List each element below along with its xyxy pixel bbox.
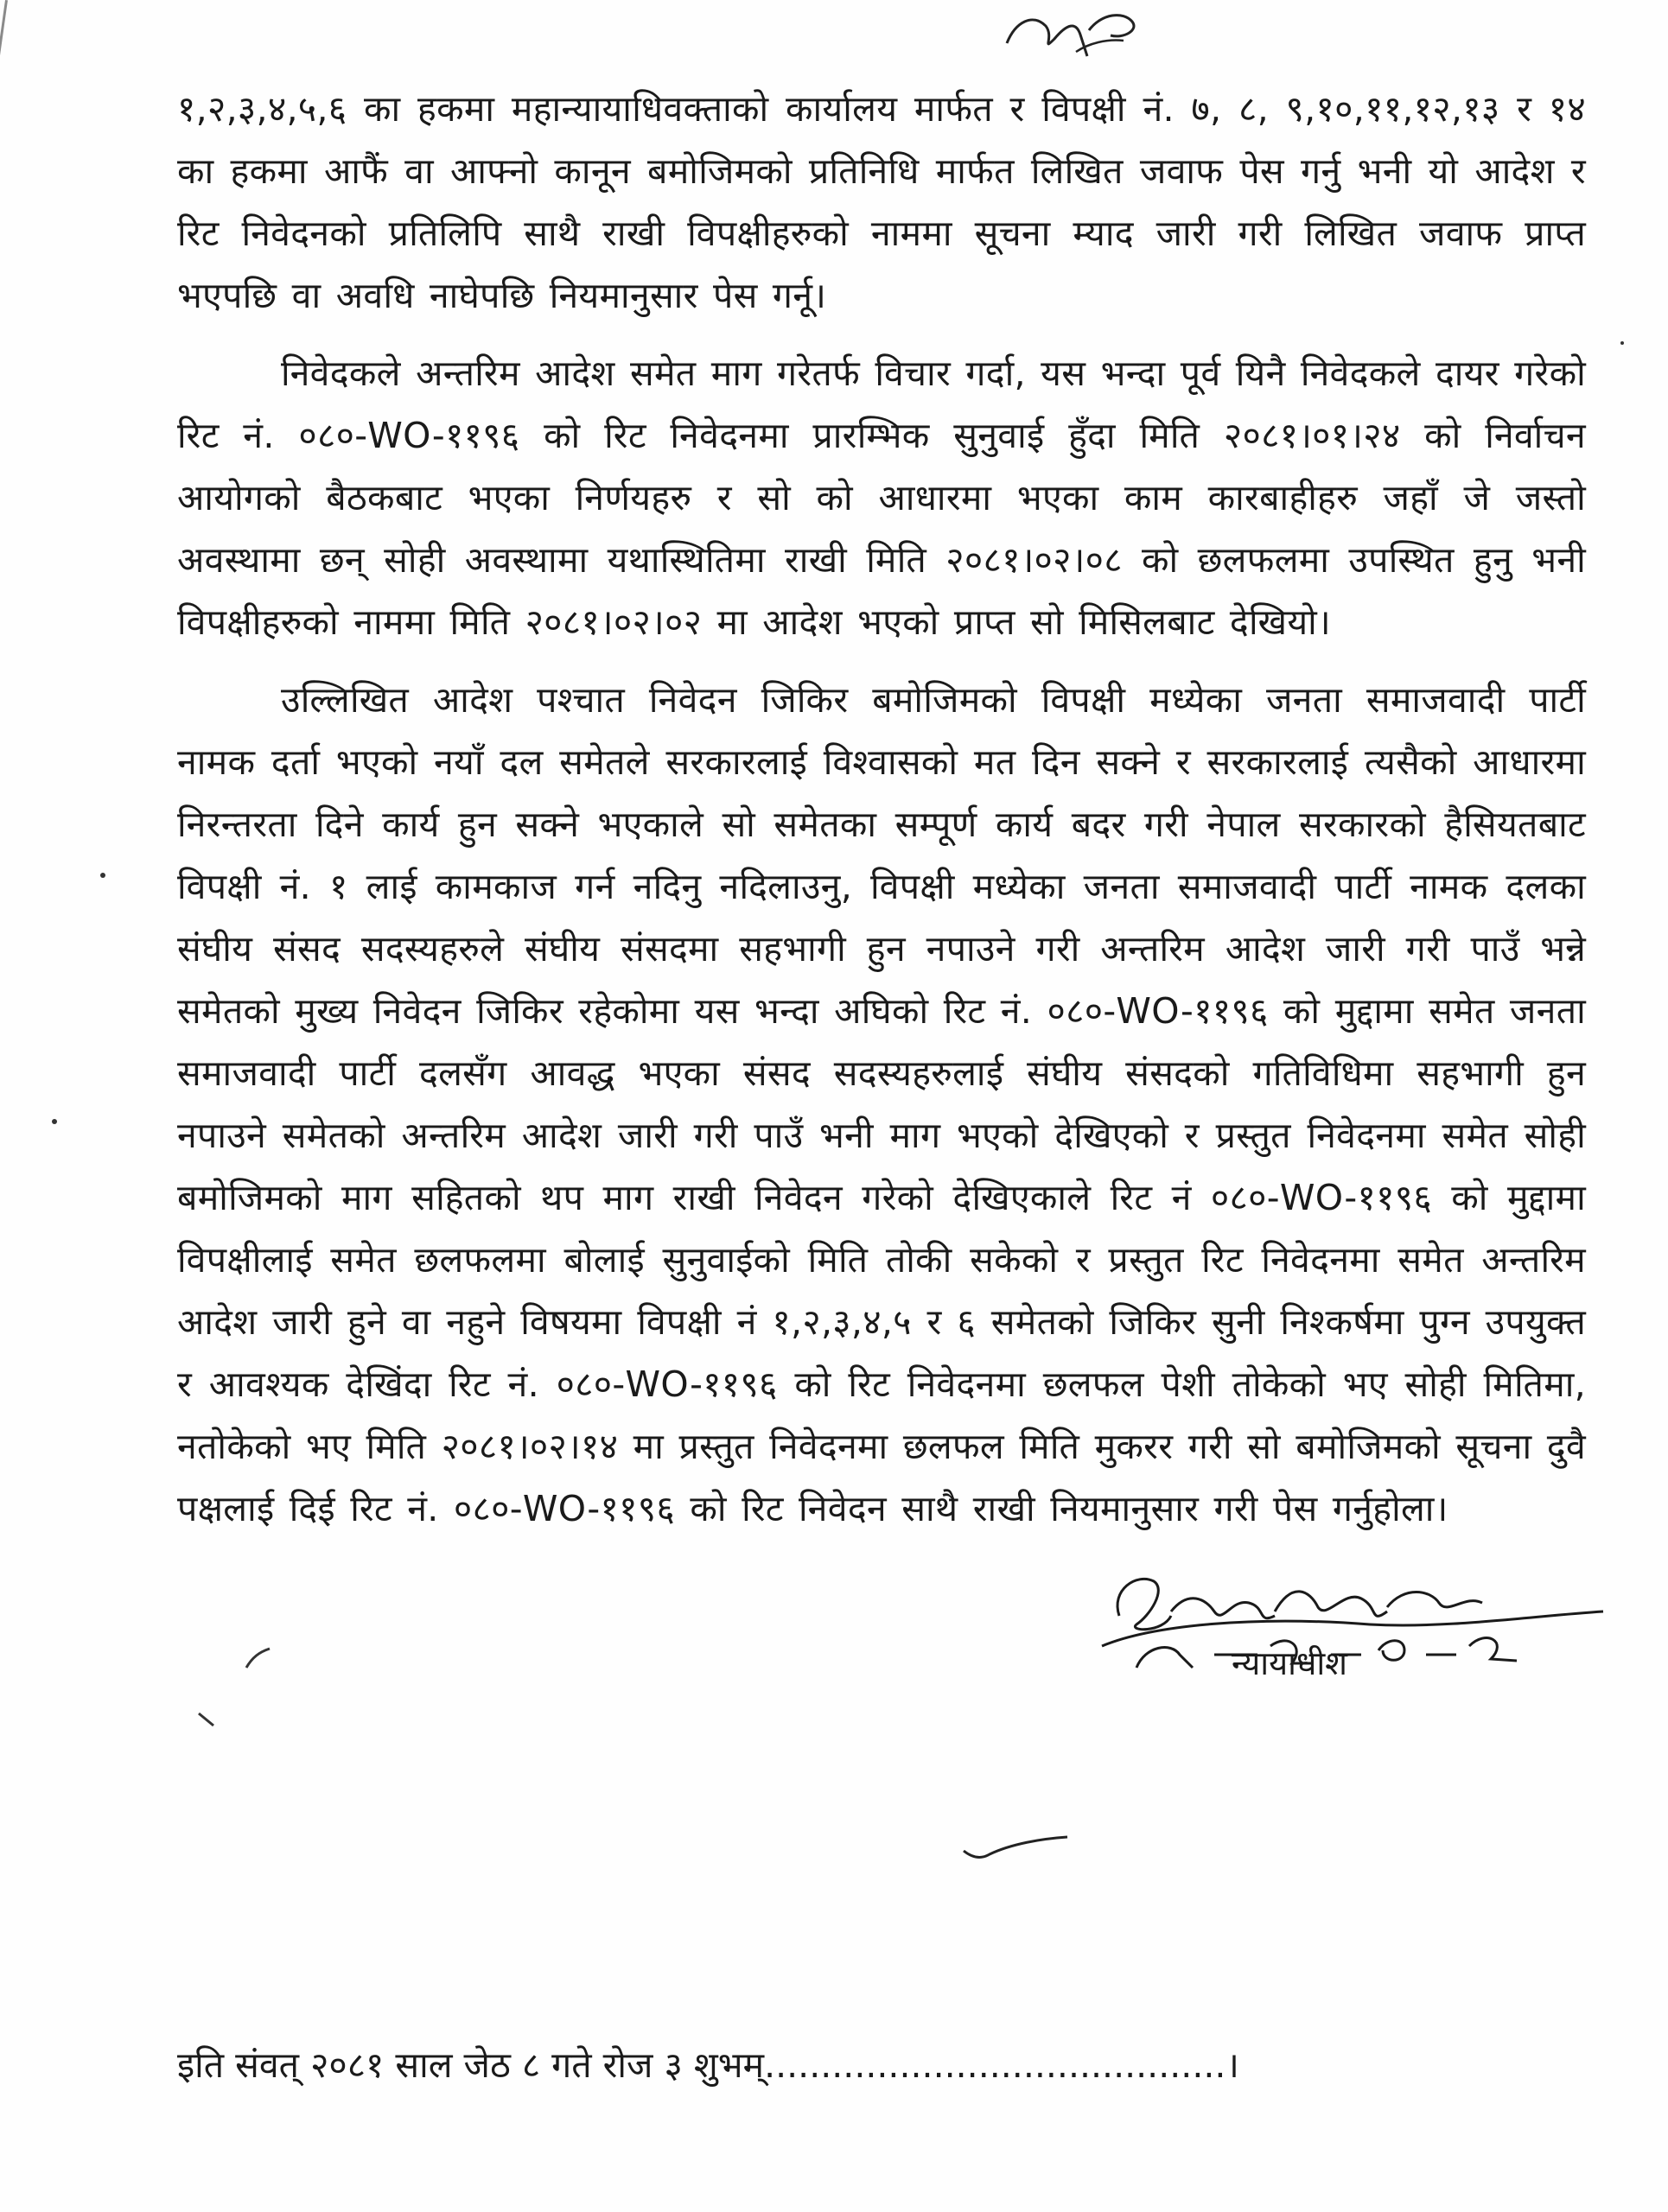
- margin-dot: [52, 1119, 57, 1124]
- page-edge-shadow: [0, 0, 8, 103]
- margin-mark: [242, 1642, 277, 1676]
- margin-mark: [194, 1707, 220, 1732]
- margin-dot: [1620, 341, 1624, 345]
- closing-date-line: इति संवत् २०८१ साल जेठ ८ गते रोज ३ शुभम्.........................................।: [177, 2044, 1239, 2086]
- top-initial-scribble: [994, 4, 1167, 69]
- paragraph-1: १,२,३,४,५,६ का हकमा महान्यायाधिवक्ताको कार्यालय मार्फत र विपक्षी नं. ७, ८, ९,१०,११,१२,१३ र १४ का हकमा आफैं वा आफ्नो कानून बमोजिमको प्रतिनिधि मार्फत लिखित जवाफ पेस गर्नु भनी यो आदेश र रिट निवेदनको प्रतिलिपि साथै राखी विपक्षीहरुको नाममा सूचना म्याद जारी गरी लिखित जवाफ प्राप्त भएपछि वा अवधि नाघेपछि नियमानुसार पेस गर्नू।: [177, 88, 1586, 316]
- check-mark-scribble: [959, 1832, 1072, 1866]
- paragraph-3: उल्लिखित आदेश पश्चात निवेदन जिकिर बमोजिमको विपक्षी मध्येका जनता समाजवादी पार्टी नामक दर्ता भएको नयाँ दल समेतले सरकारलाई विश्वासको मत दिन सक्ने र सरकारलाई त्यसैको आधारमा निरन्तरता दिने कार्य हुन सक्ने भएकाले सो समेतका सम्पूर्ण कार्य बदर गरी नेपाल सरकारको हैसियतबाट विपक्षी नं. १ लाई कामकाज गर्न नदिनु नदिलाउनु, विपक्षी मध्येका जनता समाजवादी पार्टी नामक दलका संघीय संसद सदस्यहरुले संघीय संसदमा सहभागी हुन नपाउने गरी अन्तरिम आदेश जारी गरी पाउँ भन्ने समेतको मुख्य निवेदन जिकिर रहेकोमा यस भन्दा अघिको रिट नं. ०८०-WO-११९६ को मुद्दामा समेत जनता समाजवादी पार्टी दलसँग आवद्ध भएका संसद सदस्यहरुलाई संघीय संसदको गतिविधिमा सहभागी हुन नपाउने समेतको अन्तरिम आदेश जारी गरी पाउँ भनी माग भएको देखिएको र प्रस्तुत निवेदनमा समेत सोही बमोजिमको माग सहितको थप माग राखी निवेदन गरेको देखिएकाले रिट नं ०८०-WO-११९६ को मुद्दामा विपक्षीलाई समेत छलफलमा बोलाई सुनुवाईको मिति तोकी सकेको र प्रस्तुत रिट निवेदनमा समेत अन्तरिम आदेश जारी हुने वा नहुने विषयमा विपक्षी नं १,२,३,४,५ र ६ समेतको जिकिर सुनी निश्कर्षमा पुग्न उपयुक्त र आवश्यक देखिंदा रिट नं. ०८०-WO-११९६ को रिट निवेदनमा छलफल पेशी तोकेको भए सोही मितिमा, नतोकेको भए मिति २०८१।०२।१४ मा प्रस्तुत निवेदनमा छलफल मिति मुकरर गरी सो बमोजिमको सूचना दुवै पक्षलाई दिई रिट नं. ०८०-WO-११९६ को रिट निवेदन साथै राखी नियमानुसार गरी पेस गर्नुहोला।: [177, 679, 1586, 1529]
- judge-signature: [1085, 1564, 1620, 1685]
- judge-title: न्यायाधीश: [1232, 1644, 1348, 1682]
- document-body: [177, 78, 1586, 1540]
- paragraph-2: निवेदकले अन्तरिम आदेश समेत माग गरेतर्फ विचार गर्दा, यस भन्दा पूर्व यिनै निवेदकले दायर गरेको रिट नं. ०८०-WO-११९६ को रिट निवेदनमा प्रारम्भिक सुनुवाई हुँदा मिति २०८१।०१।२४ को निर्वाचन आयोगको बैठकबाट भएका निर्णयहरु र सो को आधारमा भएका काम कारबाहीहरु जहाँ जे जस्तो अवस्थामा छन् सोही अवस्थामा यथास्थितिमा राखी मिति २०८१।०२।०८ को छलफलमा उपस्थित हुनु भनी विपक्षीहरुको नाममा मिति २०८१।०२।०२ मा आदेश भएको प्राप्त सो मिसिलबाट देखियो।: [177, 353, 1586, 643]
- margin-dot: [100, 873, 105, 878]
